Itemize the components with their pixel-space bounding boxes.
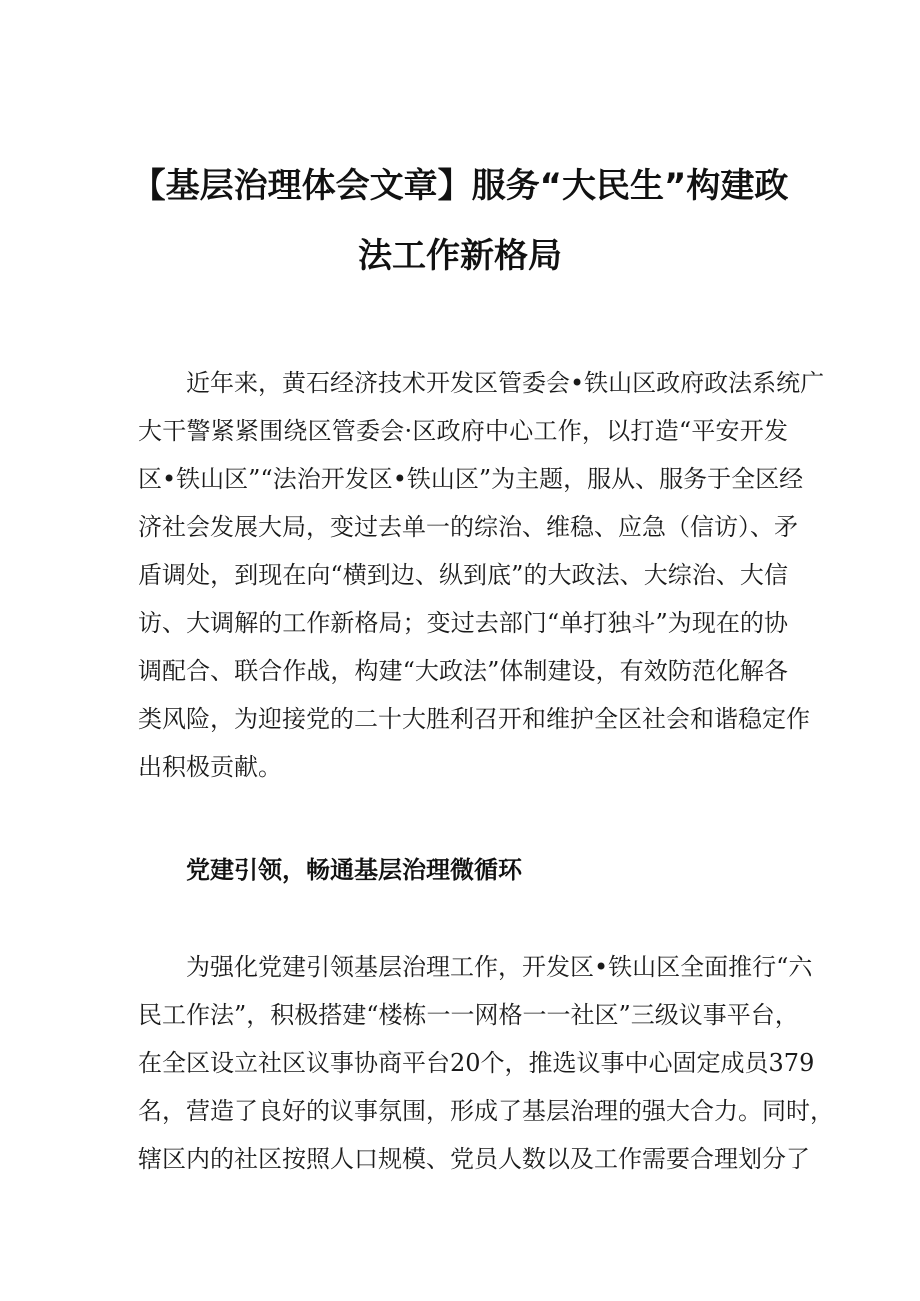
paragraph-2-line: 为强化党建引领基层治理工作，开发区•铁山区全面推行“六: [186, 953, 813, 981]
document-title-line-2: 法工作新格局: [358, 236, 562, 276]
paragraph-1-line: 大干警紧紧围绕区管委会·区政府中心工作，以打造“平安开发: [138, 417, 788, 445]
paragraph-1-line: 出积极贡献。: [138, 753, 282, 781]
paragraph-1-line: 类风险，为迎接党的二十大胜利召开和维护全区社会和谐稳定作: [138, 705, 810, 733]
section-heading: 党建引领，畅通基层治理微循环: [186, 856, 522, 884]
paragraph-1-line: 调配合、联合作战，构建“大政法”体制建设，有效防范化解各: [138, 657, 788, 685]
document-title-line-1: 【基层治理体会文章】服务“大民生”构建政: [131, 166, 789, 206]
paragraph-1-line: 盾调处，到现在向“横到边、纵到底”的大政法、大综治、大信: [138, 561, 788, 589]
paragraph-1-line: 近年来，黄石经济技术开发区管委会•铁山区政府政法系统广: [186, 369, 825, 397]
paragraph-2-line: 民工作法”，积极搭建“楼栋一一网格一一社区”三级议事平台，: [138, 1001, 799, 1029]
paragraph-2-line: 在全区设立社区议事协商平台20个，推选议事中心固定成员379: [138, 1049, 815, 1077]
paragraph-1-line: 区•铁山区”“法治开发区•铁山区”为主题，服从、服务于全区经: [138, 465, 804, 493]
paragraph-2-line: 名，营造了良好的议事氛围，形成了基层治理的强大合力。同时，: [138, 1097, 834, 1125]
paragraph-1-line: 济社会发展大局，变过去单一的综治、维稳、应急（信访）、矛: [138, 513, 798, 541]
paragraph-1-line: 访、大调解的工作新格局；变过去部门“单打独斗”为现在的协: [138, 609, 788, 637]
paragraph-2-line: 辖区内的社区按照人口规模、党员人数以及工作需要合理划分了: [138, 1145, 810, 1173]
